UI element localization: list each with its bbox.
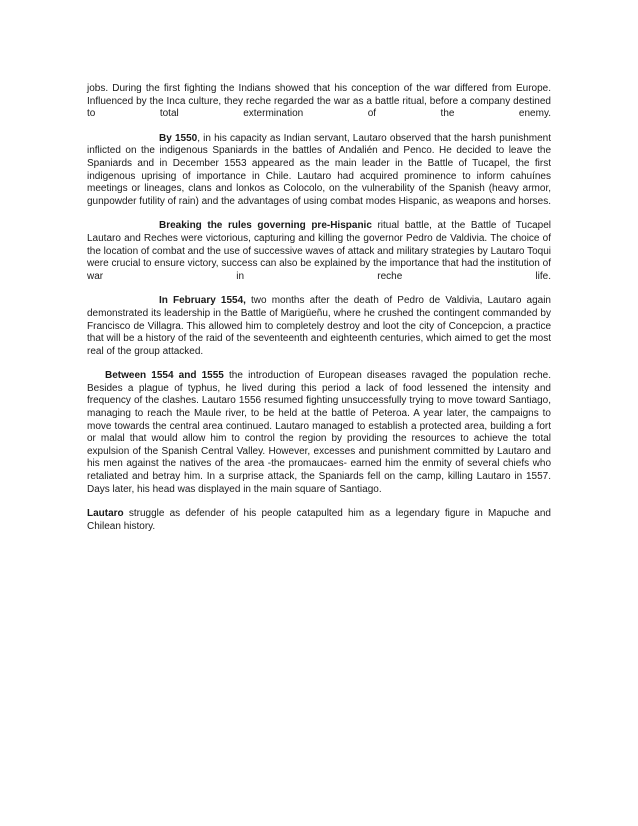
paragraph-text: jobs. During the first fighting the Indians showed that his conception of the war differed from Europe. Influenced by the Inca culture, they reche regarded the war as a battle ritual, before a company destined to total extermination of the enemy. xyxy=(87,83,551,120)
paragraph-text: , in his capacity as Indian servant, Lautaro observed that the harsh punishment inflicted on the indigenous Spaniards in the battles of Andalién and Penco. He decided to leave the Spaniards and in December 1553 appeared as the main leader in the Battle of Tucapel, the first indigenous uprising of importance in Chile. Lautaro had acquired prominence to inform cahuínes meetings or lineages, clans and lonkos as Colocolo, on the vulnerability of the Spanish (heavy armor, gunpowder futility of rain) and the advantages of using combat modes Hispanic, as weapons and horses. xyxy=(87,132,551,207)
paragraph-text: two months after the death of Pedro de Valdivia, Lautaro again demonstrated its leadership in the Battle of Marigüeñu, where he crushed the contingent commanded by Francisco de Villagra. This allowed him to completely destroy and loot the city of Concepcion, a practice that will be a history of the raid of the seventeenth and eighteenth centuries, which aimed to get the most real of the group attacked. xyxy=(87,295,551,357)
paragraph-lead: In February 1554, xyxy=(159,295,246,307)
paragraph-february-1554 xyxy=(87,295,551,358)
paragraph-lead: By 1550 xyxy=(159,132,198,144)
paragraph-lead: Lautaro xyxy=(87,508,124,520)
paragraph-text: ritual battle, at the Battle of Tucapel Lautaro and Reches were victorious, capturing and killing the governor Pedro de Valdivia. The choice of the location of combat and the use of successive waves of attack and military strategies by Lautaro Toqui were crucial to ensure victory, success can also be explained by the importance that had the institution of war in reche life. xyxy=(87,220,551,282)
paragraph-war-conception xyxy=(87,83,551,121)
paragraph-text: the introduction of European diseases ravaged the population reche. Besides a plague of typhus, he lived during this period a lack of food lessened the intensity and frequency of the clashes. Lautaro 1556 resumed fighting unsuccessfully trying to move toward Santiago, managing to reach the Maule river, to be held at the battle of Peteroa. A year later, the campaigns to move towards the central area continued. Lautaro managed to establish a protected area, building a fort or malal that would allow him to control the region by providing the resources to achieve the total expulsion of the Spanish Central Valley. However, excesses and punishment committed by Lautaro and his men against the natives of the area -the promaucaes- earned him the enmity of several chiefs who retaliated and betray him. In a surprise attack, the Spaniards fell on the camp, killing Lautaro in 1557. Days later, his head was displayed in the main square of Santiago. xyxy=(87,370,551,495)
document-page xyxy=(87,83,551,545)
paragraph-lead: Breaking the rules governing pre-Hispanic xyxy=(159,220,372,232)
paragraph-lautaro-legacy xyxy=(87,508,551,533)
paragraph-1554-1555 xyxy=(87,370,551,496)
paragraph-1550 xyxy=(87,133,551,209)
paragraph-text: struggle as defender of his people catapulted him as a legendary figure in Mapuche and Chilean history. xyxy=(87,508,551,532)
paragraph-lead: Between 1554 and 1555 xyxy=(105,370,224,382)
paragraph-breaking-rules xyxy=(87,220,551,283)
